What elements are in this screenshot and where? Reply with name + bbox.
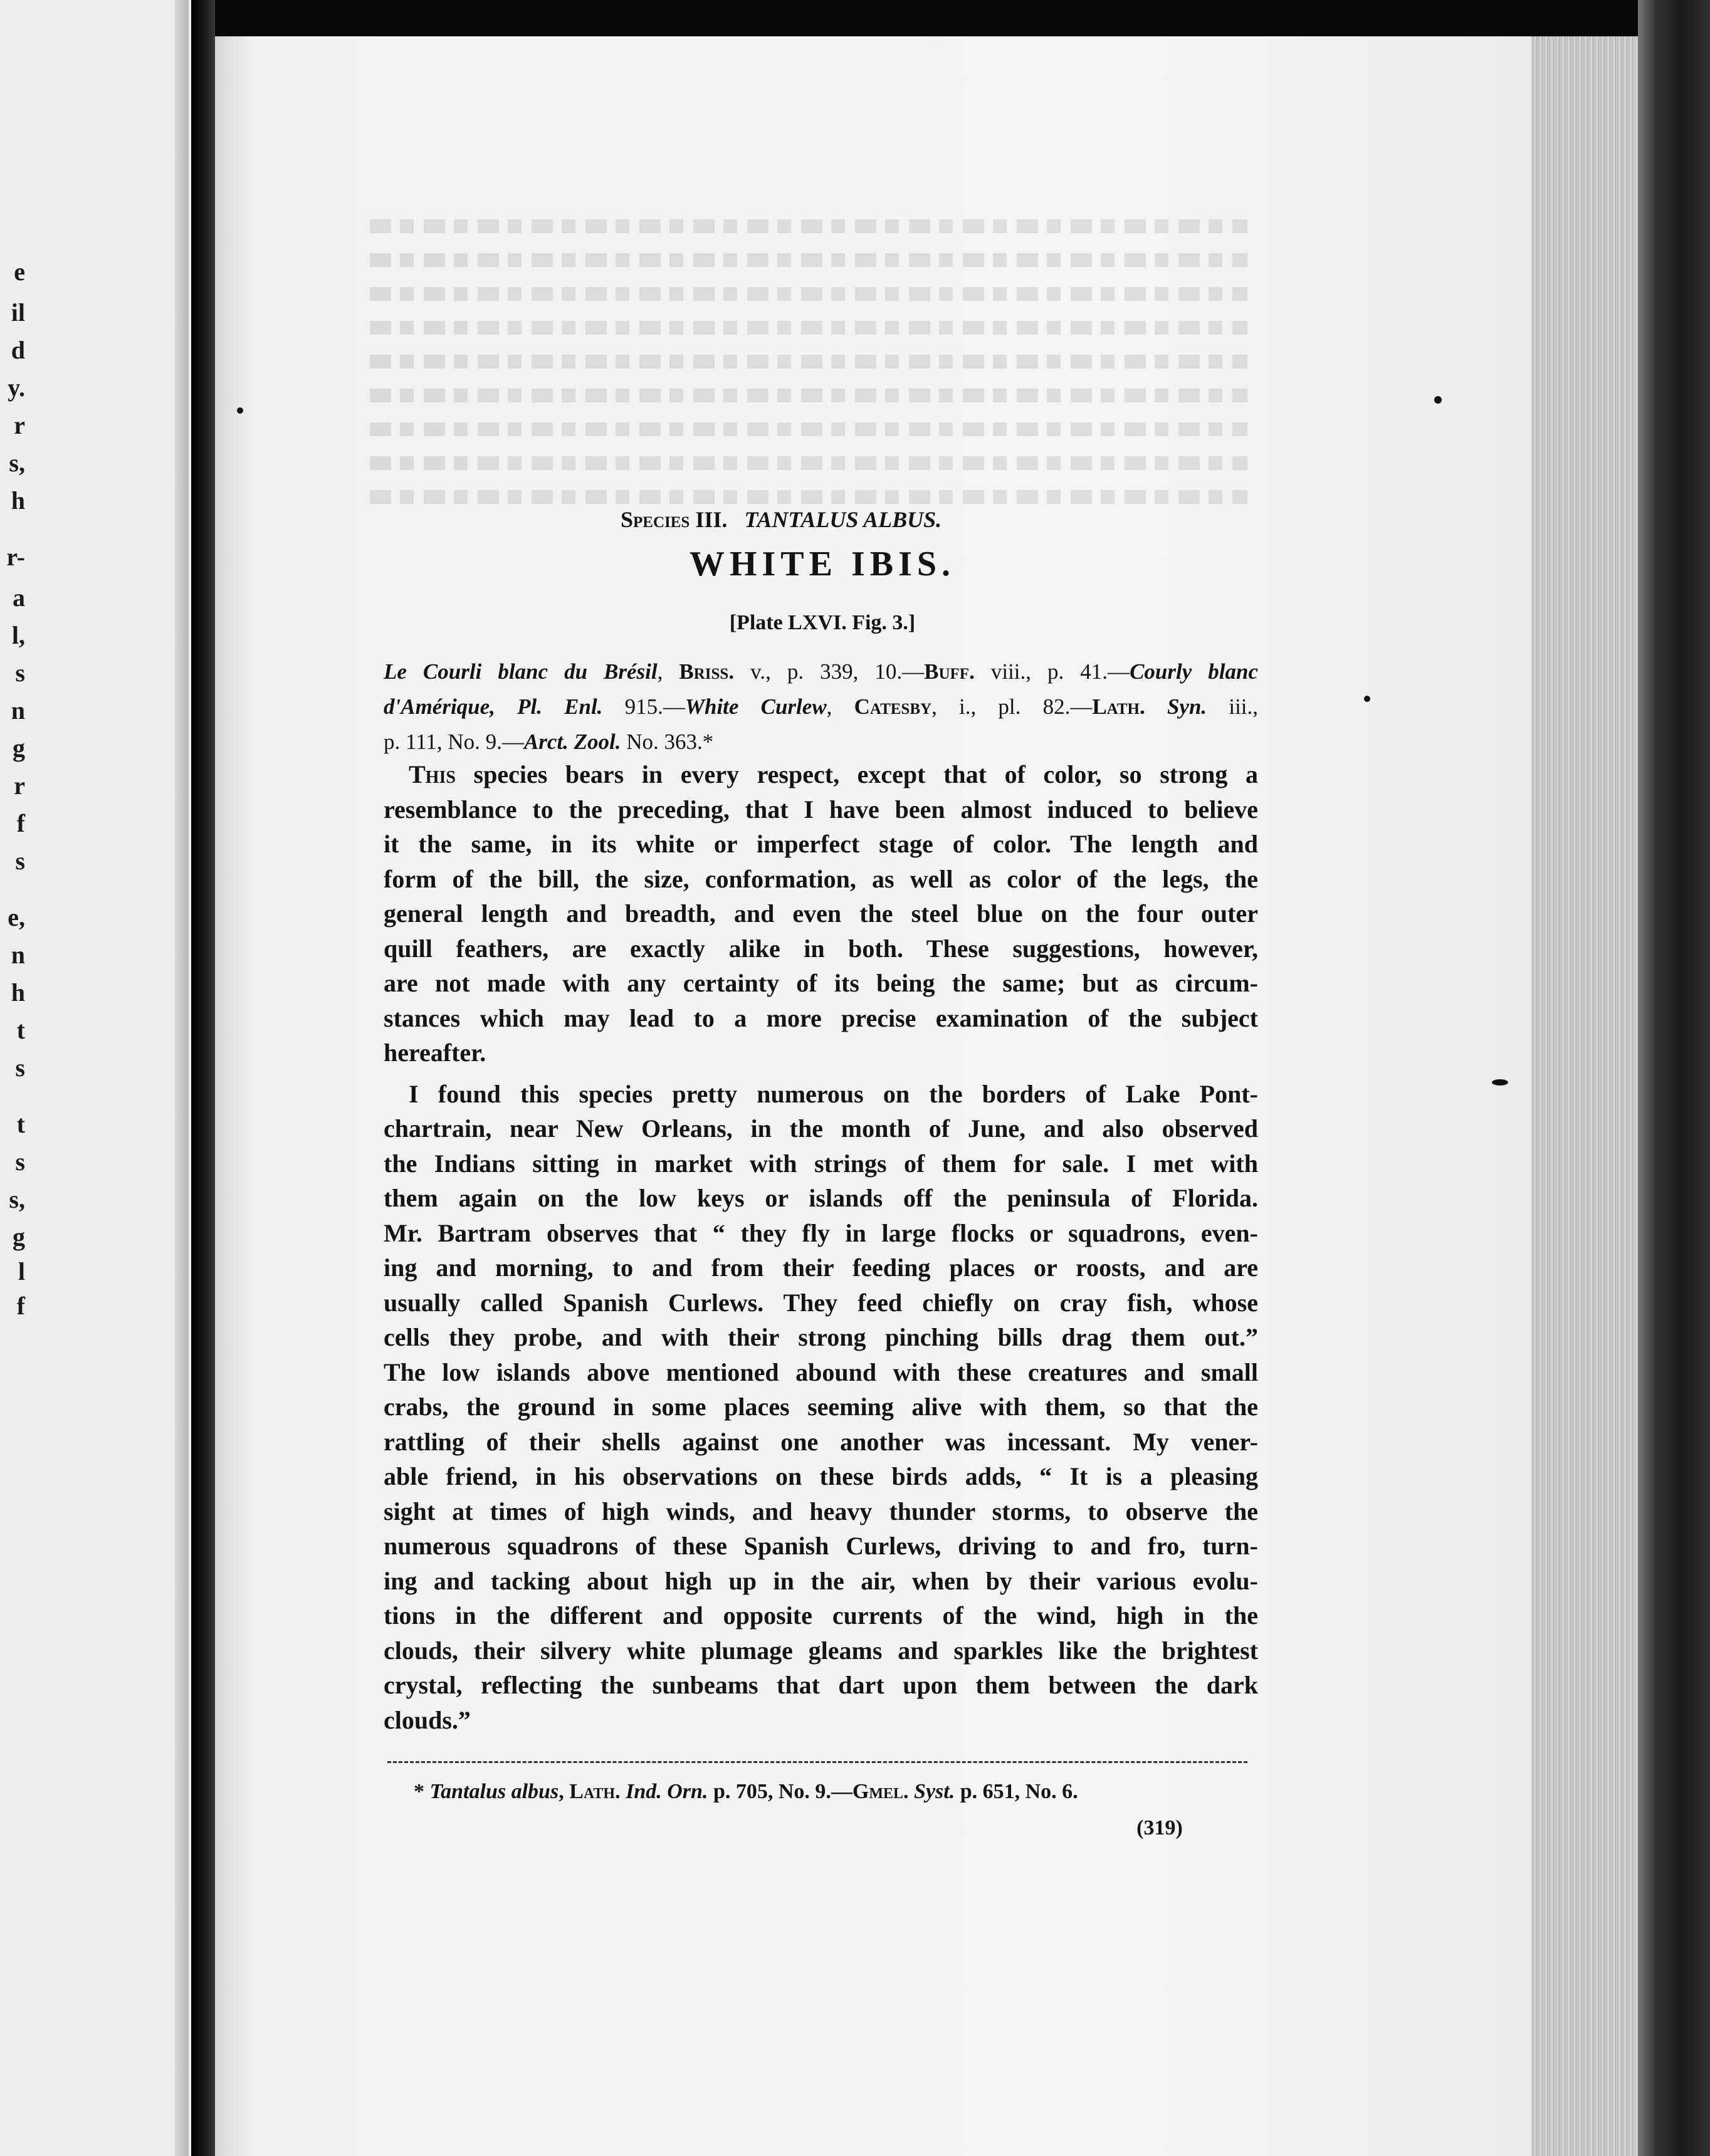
body-line-text: clouds.” <box>384 1705 471 1734</box>
body-line <box>384 1216 1258 1251</box>
paragraph-lead-word: This <box>409 760 456 788</box>
body-line-text: resemblance to the preceding, that I have been almost induced to believe <box>384 795 1258 824</box>
body-line-text: ing and morning, to and from their feeding places or roosts, and are <box>384 1253 1258 1282</box>
body-line <box>384 1529 1258 1564</box>
synonymy-segment: 915.— <box>602 694 685 719</box>
synonymy-segment: Briss. <box>679 659 735 684</box>
body-line <box>384 1564 1258 1599</box>
body-line-text: The low islands above mentioned abound with these creatures and small <box>384 1358 1258 1386</box>
body-line-text: general length and breadth, and even the steel blue on the four outer <box>384 899 1258 928</box>
body-line-text: clouds, their silvery white plumage gleams and sparkles like the brightest <box>384 1636 1258 1665</box>
synonymy-segment: viii., p. 41.— <box>974 659 1130 684</box>
body-line <box>384 1250 1258 1285</box>
facing-page-letter: n <box>11 941 25 969</box>
body-line-text: stances which may lead to a more precise examination of the subject <box>384 1003 1258 1032</box>
facing-page-letter: s <box>15 659 25 687</box>
left-page-edge <box>175 0 189 2156</box>
facing-page-letter: t <box>16 1110 25 1138</box>
body-line <box>384 1425 1258 1460</box>
page-number: (319) <box>1136 1816 1183 1839</box>
synonymy-segment: , <box>826 694 854 719</box>
facing-page-letter: s <box>15 1054 25 1082</box>
synonymy-segment: d'Amérique, Pl. Enl. <box>384 694 603 719</box>
body-line-text: species bears in every respect, except that of color, so strong a <box>455 760 1258 788</box>
body-line <box>384 792 1258 827</box>
body-line-text: Mr. Bartram observes that “ they fly in large flocks or squadrons, even- <box>384 1218 1258 1247</box>
synonymy-segment: p. 111, No. 9.— <box>384 730 524 754</box>
body-line <box>384 896 1258 931</box>
body-line <box>384 966 1258 1001</box>
body-line <box>384 931 1258 966</box>
synonymy-block <box>384 654 1258 760</box>
synonymy-segment: No. 363.* <box>621 730 714 754</box>
synonymy-segment: Catesby <box>854 694 932 719</box>
species-label: Species III. <box>621 507 728 532</box>
ink-speck <box>237 407 243 414</box>
facing-page-letter: r <box>14 772 25 800</box>
synonymy-segment: Buff. <box>924 659 975 684</box>
facing-page-letter: r <box>14 411 25 439</box>
footnote-author-2: Gmel. <box>852 1780 909 1803</box>
facing-page-letter: d <box>11 336 25 364</box>
synonymy-segment: Le Courli blanc du Brésil <box>384 659 658 684</box>
body-line <box>384 1001 1258 1036</box>
body-line <box>384 1077 1258 1112</box>
facing-page-letter: y. <box>8 374 25 402</box>
book-cover-edge <box>1638 0 1710 2156</box>
body-line-text: chartrain, near New Orleans, in the month of June, and also observed <box>384 1114 1258 1143</box>
body-line-text: form of the bill, the size, conformation, as well as color of the legs, the <box>384 864 1258 893</box>
facing-page-letter: il <box>11 298 25 327</box>
top-shadow <box>215 0 1638 36</box>
body-line <box>384 827 1258 862</box>
body-line-text: ing and tacking about high up in the air, when by their various evolu- <box>384 1566 1258 1595</box>
facing-page-letter: h <box>11 978 25 1007</box>
body-line <box>384 862 1258 897</box>
facing-page-letter: s <box>15 1148 25 1176</box>
body-line <box>384 1035 1258 1070</box>
facing-page-letter: l, <box>11 621 25 649</box>
book-gutter <box>191 0 215 2156</box>
synonymy-segment: v., p. 339, 10.— <box>734 659 925 684</box>
facing-page-letter: e <box>14 258 25 286</box>
facing-page-letter: s, <box>9 449 25 477</box>
body-line-text: sight at times of high winds, and heavy thunder storms, to observe the <box>384 1497 1258 1525</box>
body-line <box>384 1494 1258 1529</box>
ink-speck <box>1492 1079 1508 1086</box>
footnote <box>414 1780 1266 1804</box>
body-line-text: are not made with any certainty of its being the same; but as circum- <box>384 969 1258 997</box>
synonymy-segment: Courly blanc <box>1130 659 1258 684</box>
body-line-text: I found this species pretty numerous on the borders of Lake Pont- <box>409 1079 1258 1108</box>
facing-page-letter: n <box>11 696 25 725</box>
synonymy-segment: , i., pl. 82.— <box>931 694 1093 719</box>
facing-page-letter: r- <box>6 543 25 571</box>
facing-page-letter: f <box>16 809 25 837</box>
synonymy-line <box>384 689 1258 725</box>
body-line <box>384 1703 1258 1738</box>
body-line-text: them again on the low keys or islands off the peninsula of Florida. <box>384 1184 1258 1212</box>
footnote-ref-2: p. 651, No. 6. <box>955 1780 1078 1803</box>
body-line-text: usually called Spanish Curlews. They feed chiefly on cray fish, whose <box>384 1288 1258 1317</box>
facing-page-letter: f <box>16 1292 25 1320</box>
bleed-through-text <box>370 219 1247 524</box>
body-line <box>384 757 1258 792</box>
facing-page-letter: g <box>13 734 25 762</box>
body-line-text: crystal, reflecting the sunbeams that dart upon them between the dark <box>384 1671 1258 1699</box>
footnote-rule <box>387 1761 1247 1763</box>
body-line-text: hereafter. <box>384 1039 486 1067</box>
facing-page-letter: s <box>15 847 25 875</box>
footnote-author-1: Lath. <box>569 1780 621 1803</box>
synonymy-segment: White Curlew <box>685 694 827 719</box>
synonymy-segment: Lath. <box>1092 694 1145 719</box>
facing-page-letter: s, <box>9 1185 25 1213</box>
stacked-page-edges <box>1531 36 1638 2156</box>
synonymy-segment: , <box>657 659 679 684</box>
synonymy-segment <box>1145 694 1167 719</box>
body-line <box>384 1355 1258 1390</box>
facing-page-letter: h <box>11 486 25 515</box>
synonymy-line <box>384 654 1258 689</box>
facing-page-letter: a <box>13 583 25 612</box>
ink-speck <box>1434 396 1442 404</box>
body-line <box>384 1285 1258 1321</box>
body-line <box>384 1633 1258 1668</box>
body-line <box>384 1389 1258 1425</box>
scientific-name: TANTALUS ALBUS. <box>744 507 942 532</box>
body-line <box>384 1181 1258 1216</box>
body-line-text: tions in the different and opposite currents of the wind, high in the <box>384 1601 1258 1630</box>
body-line-text: it the same, in its white or imperfect stage of color. The length and <box>384 830 1258 858</box>
paragraph-gap <box>384 1070 1258 1077</box>
facing-page-letter: e, <box>8 903 25 931</box>
footnote-sep: , <box>559 1780 570 1803</box>
footnote-name: Tantalus albus <box>429 1780 559 1803</box>
facing-page-letter: l <box>18 1257 25 1285</box>
body-line-text: numerous squadrons of these Spanish Curlews, driving to and fro, turn- <box>384 1532 1258 1560</box>
body-line <box>384 1320 1258 1355</box>
facing-page-letter: g <box>13 1223 25 1251</box>
body-line-text: crabs, the ground in some places seeming alive with them, so that the <box>384 1393 1258 1421</box>
footnote-work-2: Syst. <box>914 1780 955 1803</box>
body-line <box>384 1598 1258 1633</box>
body-line-text: the Indians sitting in market with strings of them for sale. I met with <box>384 1149 1258 1178</box>
body-line-text: quill feathers, are exactly alike in both. These suggestions, however, <box>384 934 1258 963</box>
body-line <box>384 1668 1258 1703</box>
body-line-text: rattling of their shells against one another was incessant. My vener- <box>384 1427 1258 1456</box>
footnote-marker: * <box>414 1780 430 1803</box>
synonymy-segment: Arct. Zool. <box>523 730 621 754</box>
body-line-text: cells they probe, and with their strong pinching bills drag them out.” <box>384 1323 1258 1351</box>
body-line <box>384 1111 1258 1146</box>
facing-page-letter: t <box>16 1016 25 1044</box>
synonymy-segment: iii., <box>1207 694 1259 719</box>
footnote-work-1: Ind. Orn. <box>626 1780 708 1803</box>
ink-speck <box>1364 696 1370 702</box>
footnote-ref-1: p. 705, No. 9.— <box>708 1780 852 1803</box>
species-heading <box>621 506 1122 533</box>
body-text <box>384 757 1258 1737</box>
body-line-text: able friend, in his observations on these birds adds, “ It is a pleasing <box>384 1462 1258 1490</box>
synonymy-segment: Syn. <box>1167 694 1207 719</box>
synonymy-line <box>384 725 1258 760</box>
page-title: WHITE IBIS. <box>689 545 956 583</box>
facing-page-left <box>0 0 191 2156</box>
body-line <box>384 1459 1258 1494</box>
body-line <box>384 1146 1258 1181</box>
plate-reference: [Plate LXVI. Fig. 3.] <box>729 611 916 634</box>
